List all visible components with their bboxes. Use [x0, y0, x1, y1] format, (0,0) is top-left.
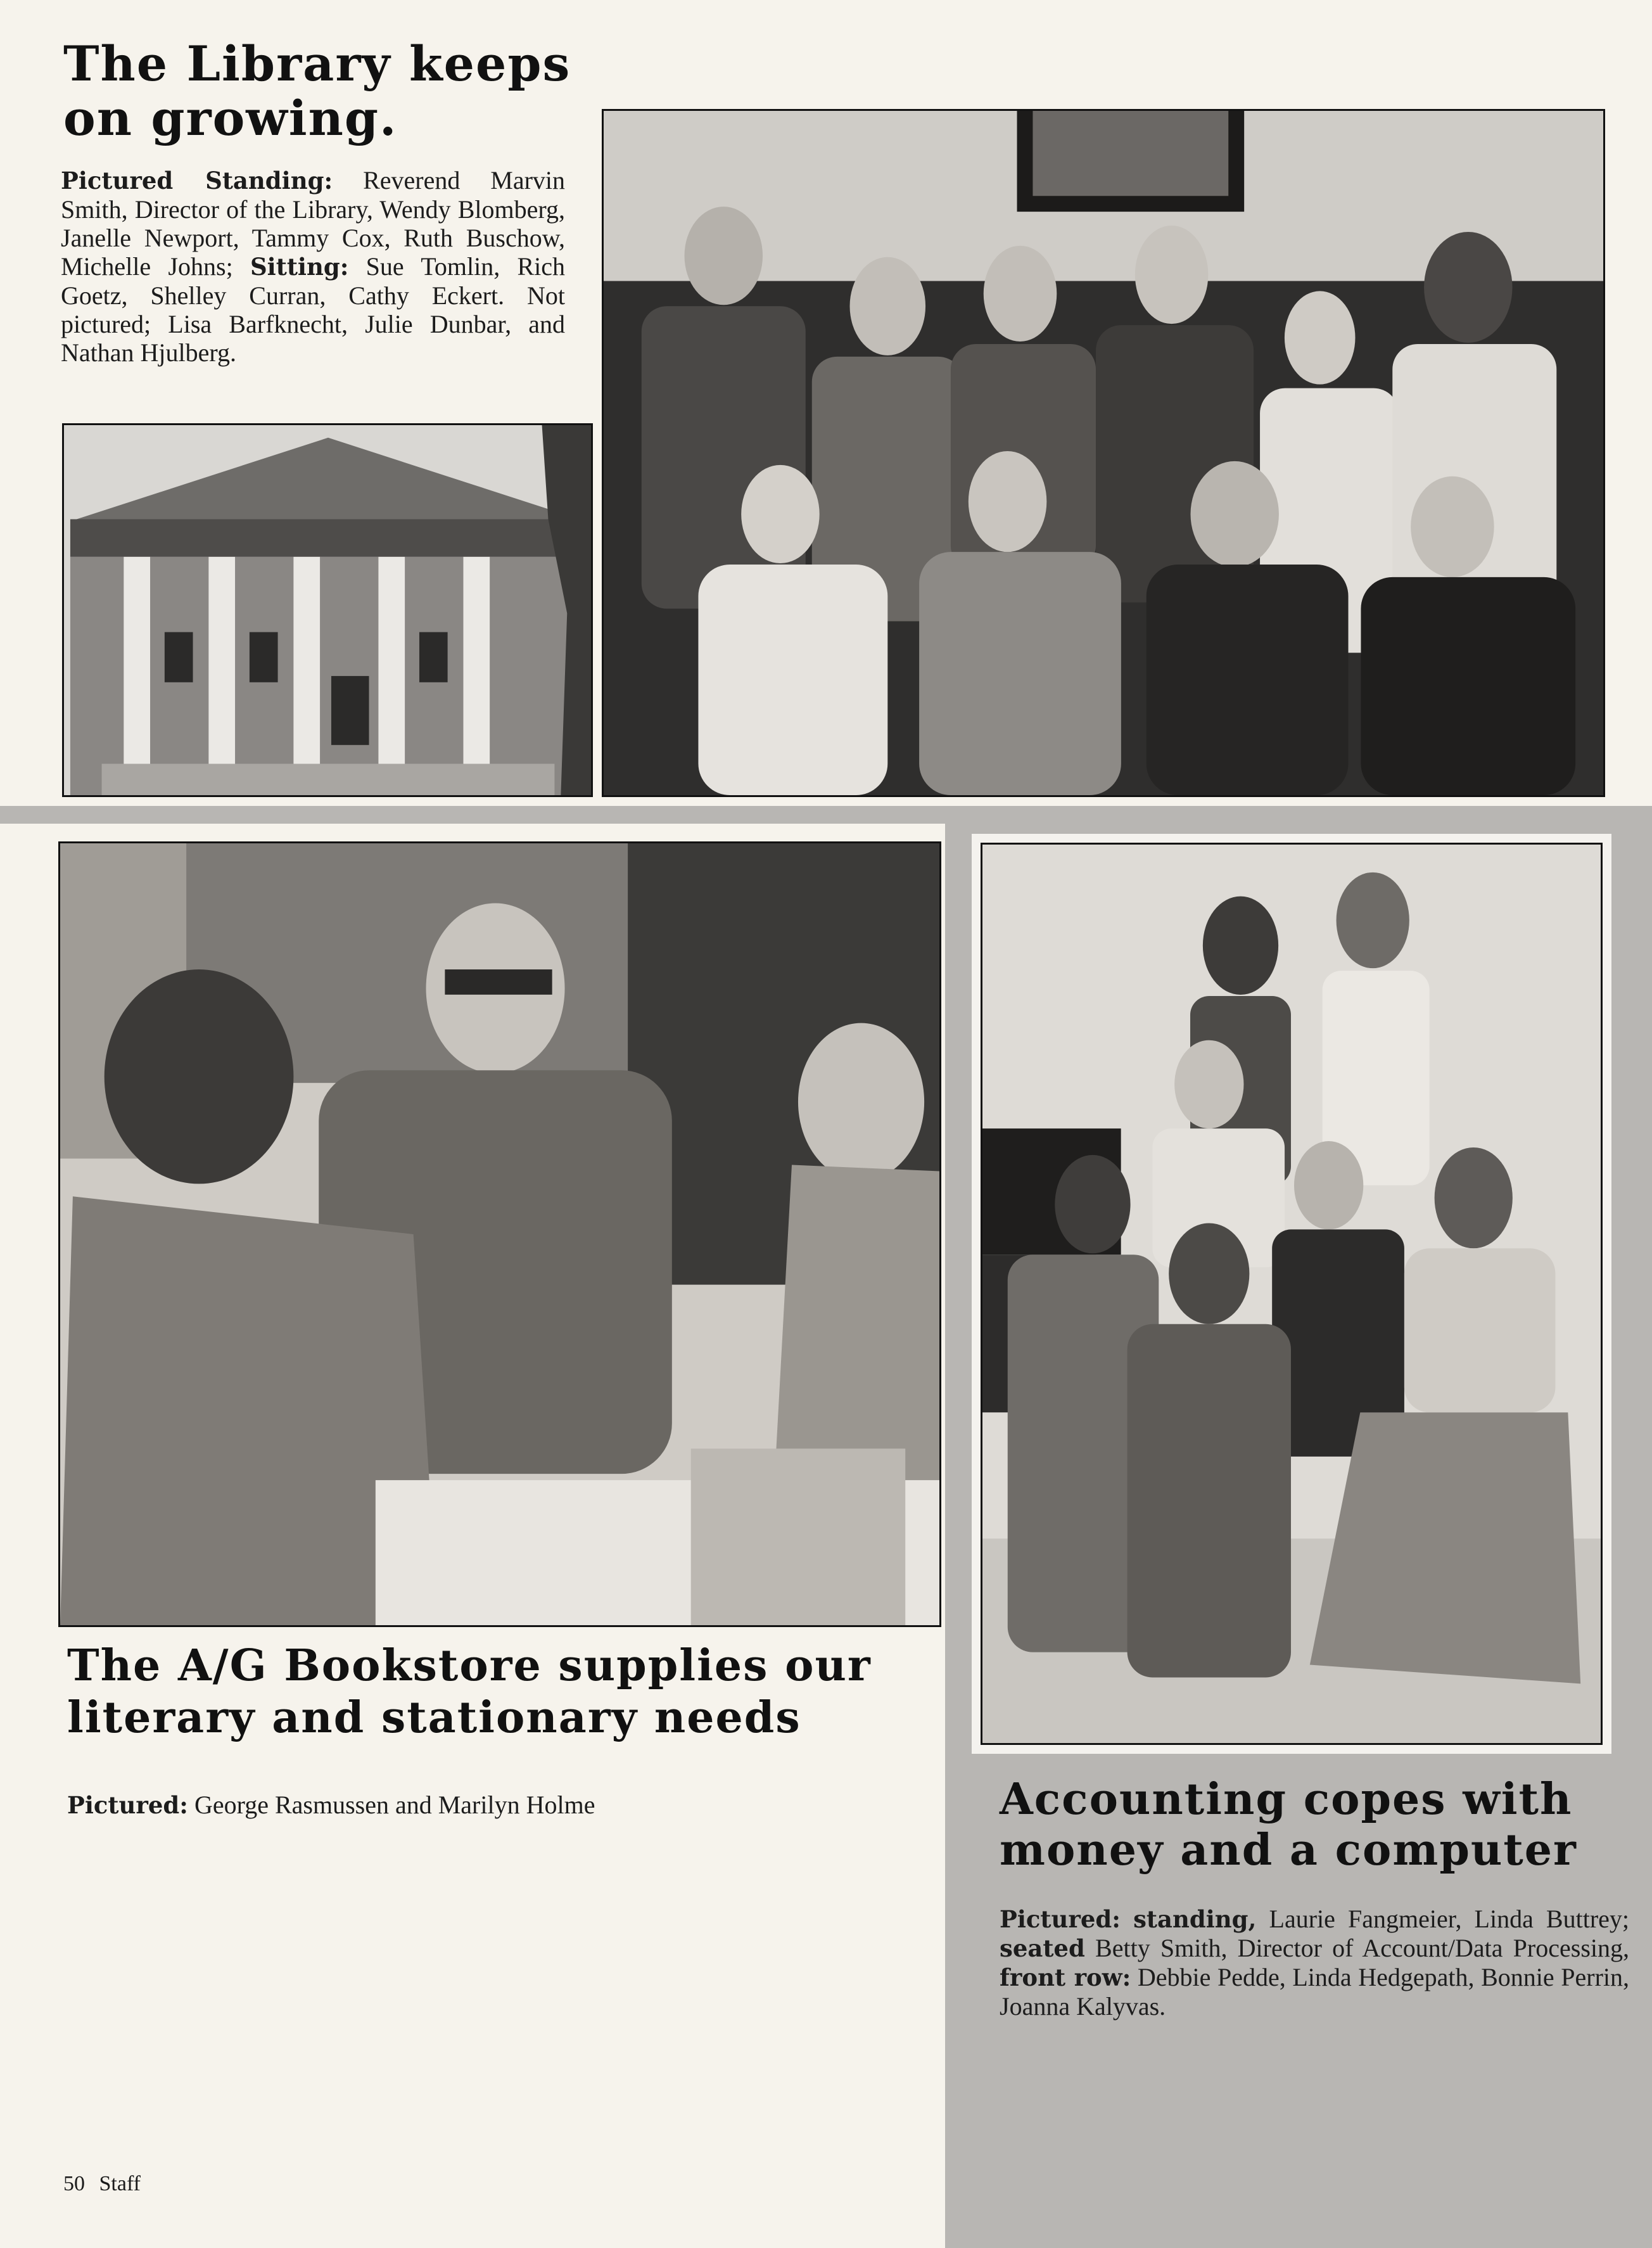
library-caption [61, 166, 565, 367]
accounting-seated-names: Betty Smith, Director of Account/Data Processing, [1095, 1934, 1630, 1962]
bookstore-headline-line1: The A/G Bookstore supplies our [67, 1640, 872, 1691]
bookstore-photo [58, 841, 941, 1627]
library-headline-line2: on growing. [63, 90, 398, 146]
caption-label-standing: Pictured Standing: [61, 167, 333, 195]
section-name: Staff [99, 2172, 141, 2195]
bookstore-caption-names: George Rasmussen and Marilyn Holme [194, 1791, 595, 1819]
bookstore-headline-line2: literary and stationary needs [67, 1692, 801, 1743]
bookstore-caption [67, 1791, 595, 1820]
caption-sitting-names: Sue Tomlin, Rich Goetz, Shelley Curran, Cathy Eckert. Not pictured; Lisa Barfknecht, Julie Dunbar, and Nathan Hjulberg. [61, 252, 566, 367]
accounting-label-front: front row: [1000, 1964, 1131, 1991]
accounting-headline-line1: Accounting copes with [1000, 1774, 1573, 1825]
accounting-caption [1000, 1905, 1629, 2021]
bookstore-caption-label: Pictured: [67, 1791, 188, 1819]
accounting-photo [981, 843, 1603, 1745]
accounting-standing-names: Laurie Fangmeier, Linda Buttrey; [1269, 1905, 1630, 1933]
accounting-headline-line2: money and a computer [1000, 1825, 1577, 1875]
bookstore-headline [67, 1640, 872, 1744]
accounting-label-standing: standing, [1133, 1905, 1257, 1933]
page-folio [63, 2172, 141, 2196]
accounting-label-pictured: Pictured: [1000, 1905, 1121, 1933]
library-headline-line1: The Library keeps [63, 35, 571, 92]
caption-label-sitting: Sitting: [250, 253, 349, 281]
accounting-label-seated: seated [1000, 1934, 1085, 1962]
library-building-photo [62, 423, 593, 797]
page-number: 50 [63, 2172, 85, 2195]
accounting-front-names: Debbie Pedde, Linda Hedgepath, Bonnie Perrin, Joanna Kalyvas. [1000, 1963, 1629, 2021]
accounting-headline [1000, 1774, 1577, 1875]
library-staff-photo [602, 109, 1605, 797]
library-headline [63, 37, 571, 146]
caption-standing-names: Reverend Marvin Smith, Director of the Library, Wendy Blomberg, Janelle Newport, Tammy Cox, Ruth Buschow, Michelle Johns; [61, 166, 566, 281]
